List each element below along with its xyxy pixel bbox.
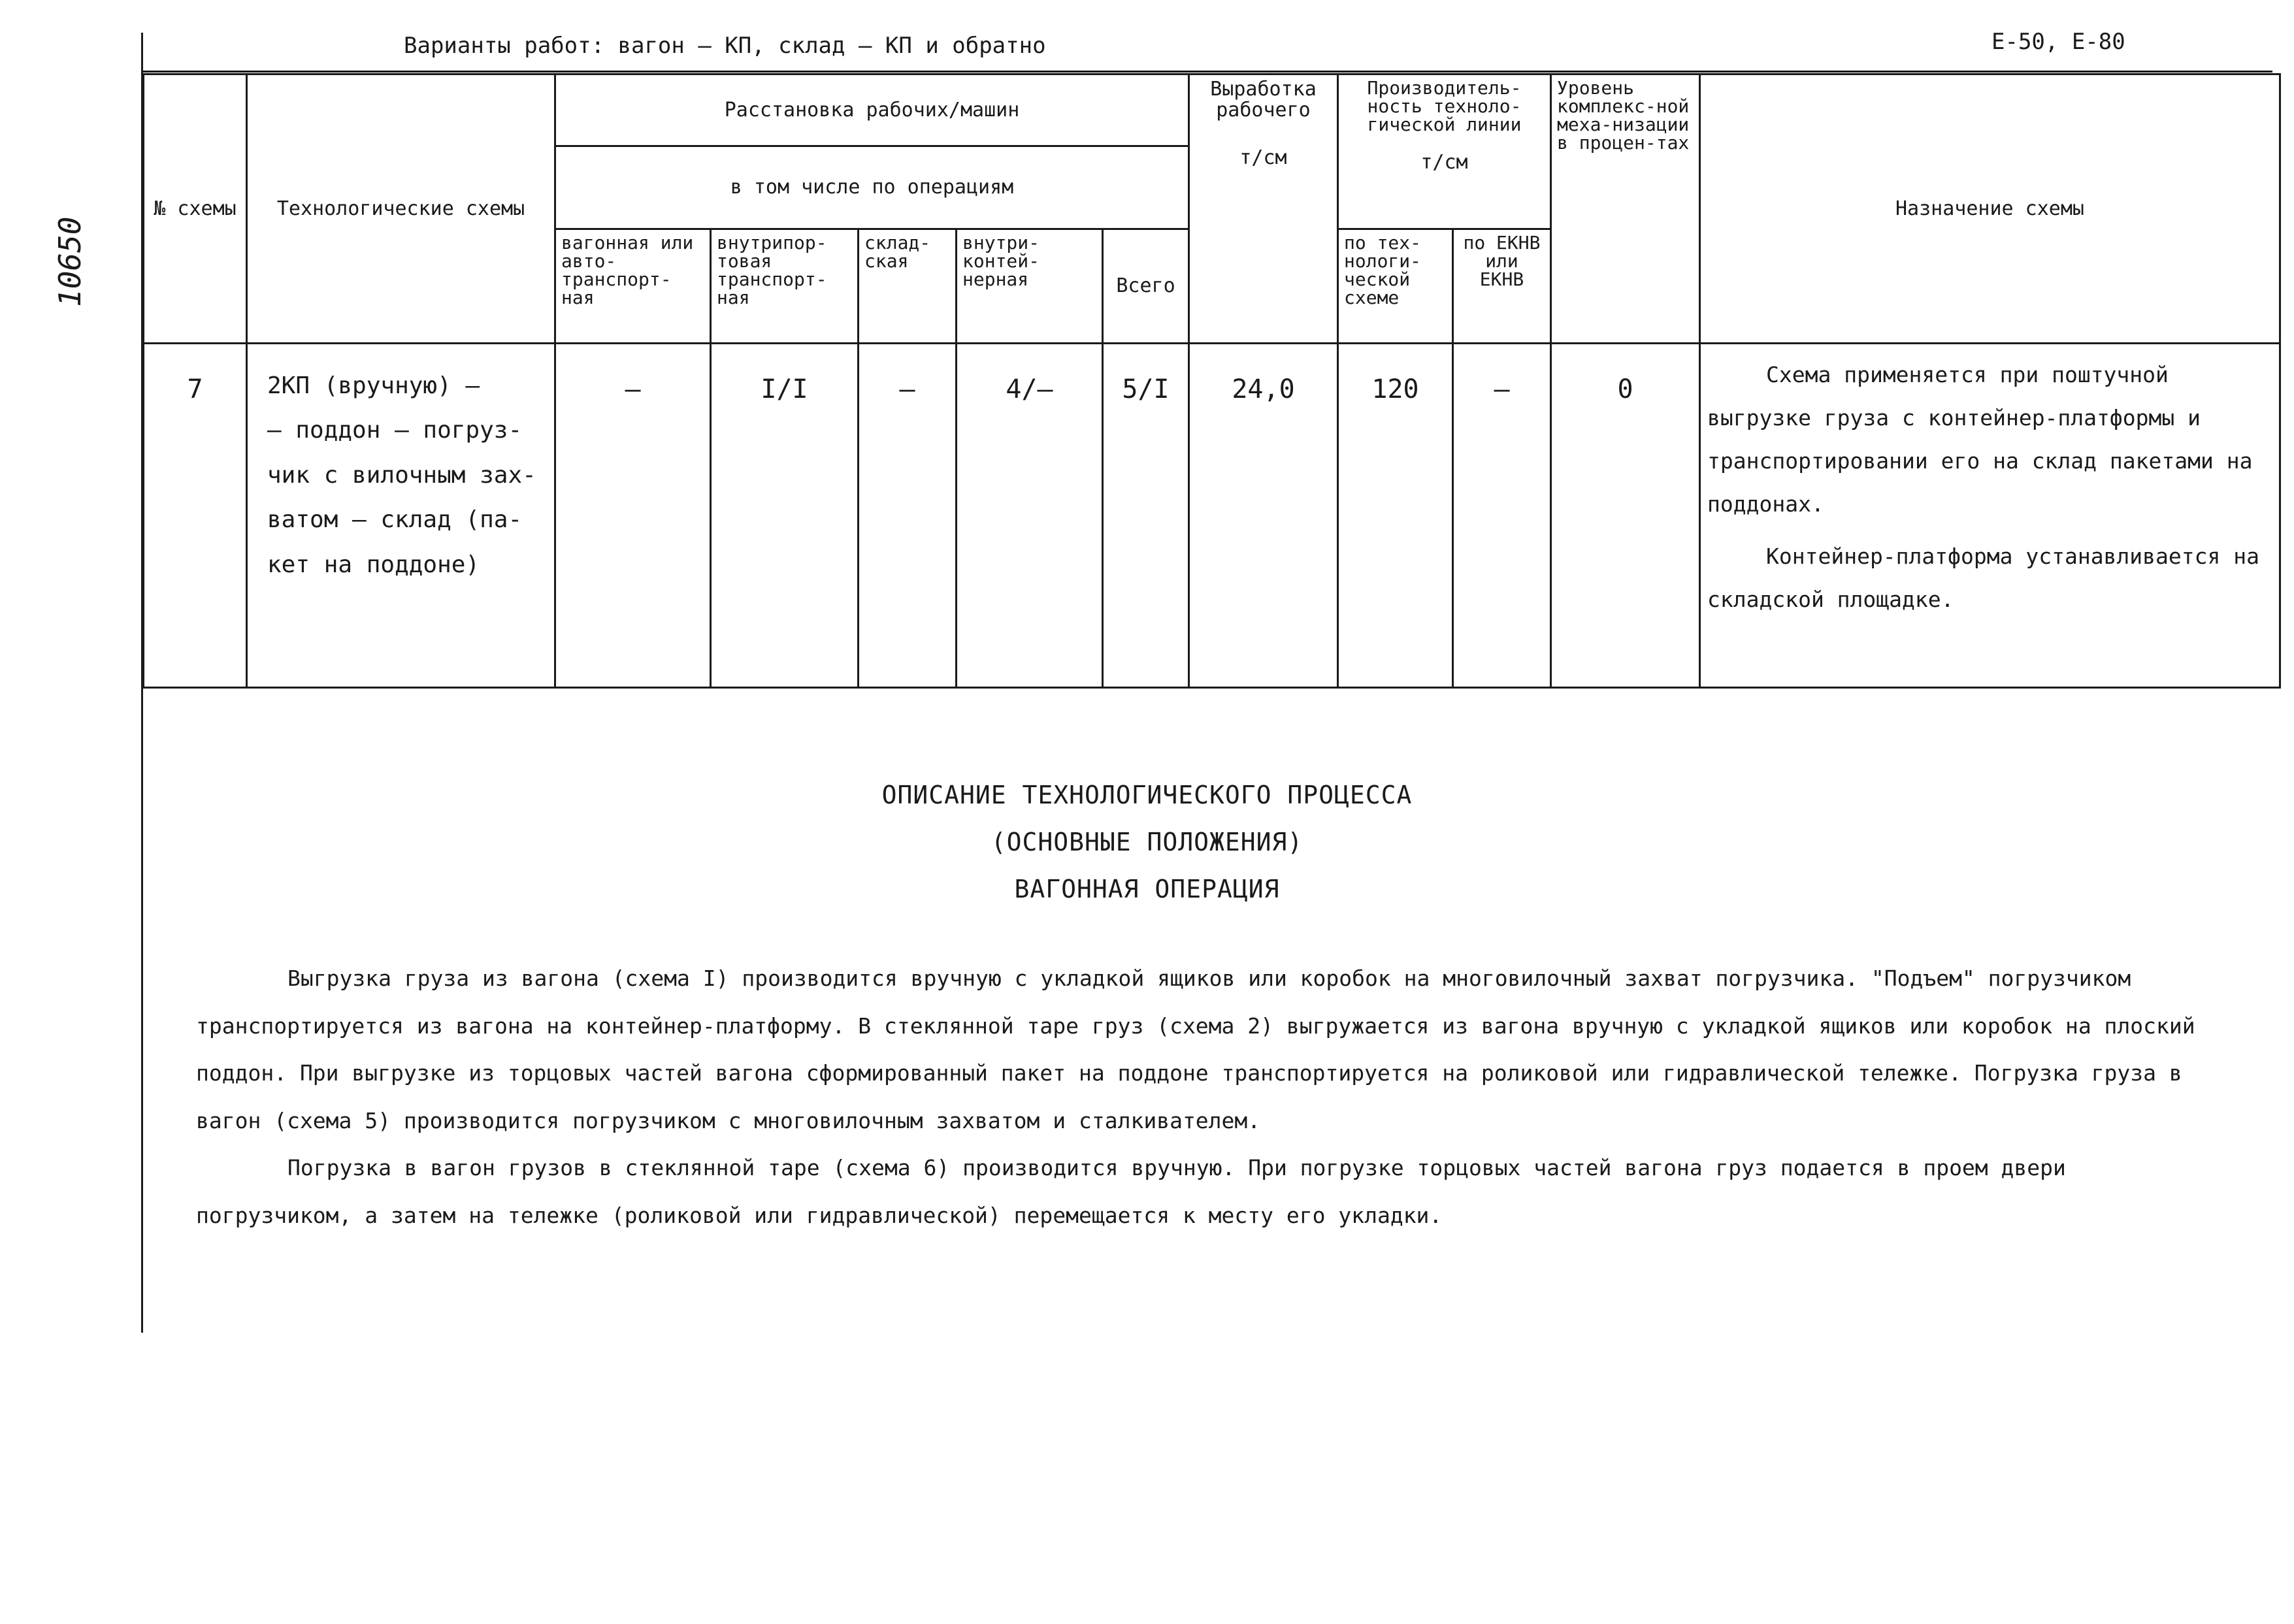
col-purpose: Назначение схемы — [1700, 74, 2280, 344]
section-title: ОПИСАНИЕ ТЕХНОЛОГИЧЕСКОГО ПРОЦЕССА — [881, 781, 1413, 809]
scheme-codes: Е-50, Е-80 — [1991, 29, 2125, 55]
cell-purpose — [1700, 344, 2280, 688]
section-titles — [0, 781, 2294, 922]
tech-line: чик с вилочным зах- — [267, 461, 536, 489]
tech-line: кет на поддоне) — [267, 551, 480, 578]
operation-title: ВАГОННАЯ ОПЕРАЦИЯ — [1014, 875, 1280, 903]
cell-tech-scheme — [247, 344, 555, 688]
prod-by-scheme: по тех-нологи-ческой схеме — [1338, 229, 1453, 344]
description-paragraph: Выгрузка груза из вагона (схема I) производится вручную с укладкой ящиков или коробок на многовилочный захват погрузчика. "Подъем" погрузчиком транспортируется из вагона на контейнер-платформу. В стеклянной таре груз (схема 2) выгружается из вагона вручную с укладкой ящиков или коробок на плоский поддон. При выгрузке из торцовых частей вагона сформированный пакет на поддоне транспортируется на роликовой или гидравлической тележке. Погрузка груза в вагон (схема 5) производится погрузчиком с многовилочным захватом и сталкивателем. — [196, 966, 2195, 1133]
purpose-paragraph: Контейнер-платформа устанавливается на складской площадке. — [1707, 544, 2259, 612]
table-header-row-1 — [144, 74, 2280, 146]
header-rule — [142, 71, 2272, 73]
op-intracontainer: внутри-контей-нерная — [957, 229, 1103, 344]
col-mech-level: Уровень комплекс-ной меха-низации в процен-тах — [1551, 74, 1700, 344]
col-output-label: Выработка рабочего — [1210, 78, 1317, 122]
table-row — [144, 344, 2280, 688]
cell-op-warehouse: – — [859, 344, 957, 688]
section-subtitle: (ОСНОВНЫЕ ПОЛОЖЕНИЯ) — [991, 828, 1303, 856]
margin-number: 10650 — [52, 216, 88, 307]
op-intraport: внутрипор-товая транспорт-ная — [711, 229, 859, 344]
tech-line: 2КП (вручную) – — [267, 372, 480, 399]
op-total: Всего — [1103, 229, 1189, 344]
tech-line: ватом – склад (па- — [267, 506, 523, 534]
cell-op-total: 5/I — [1103, 344, 1189, 688]
cell-prod-eknv: – — [1453, 344, 1551, 688]
cell-mech-level: 0 — [1551, 344, 1700, 688]
col-output — [1189, 74, 1338, 344]
purpose-paragraph: Схема применяется при поштучной выгрузке груза с контейнер-платформы и транспортировании его на склад пакетами на поддонах. — [1707, 362, 2253, 517]
cell-op-intraport: I/I — [711, 344, 859, 688]
cell-scheme-no: 7 — [144, 344, 247, 688]
col-tech-schemes: Технологические схемы — [247, 74, 555, 344]
col-by-operations: в том числе по операциям — [555, 146, 1189, 229]
prod-by-eknv: по ЕКНВ или ЕКНВ — [1453, 229, 1551, 344]
col-productivity — [1338, 74, 1551, 229]
cell-prod-scheme: 120 — [1338, 344, 1453, 688]
col-output-unit: т/см — [1239, 146, 1287, 169]
description-paragraph: Погрузка в вагон грузов в стеклянной таре (схема 6) производится вручную. При погрузке торцовых частей вагона груз подается в проем двери погрузчиком, а затем на тележке (роликовой или гидравлической) перемещается к месту его укладки. — [196, 1155, 2066, 1228]
schemes-table — [142, 73, 2281, 689]
op-warehouse: склад-ская — [859, 229, 957, 344]
cell-op-intracontainer: 4/– — [957, 344, 1103, 688]
col-placement: Расстановка рабочих/машин — [555, 74, 1189, 146]
op-wagon: вагонная или авто-транспорт-ная — [555, 229, 711, 344]
process-description — [196, 955, 2221, 1240]
work-variants-header: Варианты работ: вагон – КП, склад – КП и обратно — [404, 33, 1046, 59]
tech-line: – поддон – погруз- — [267, 417, 523, 444]
col-productivity-label: Производитель-ность техноло-гической линии — [1367, 77, 1522, 135]
cell-output: 24,0 — [1189, 344, 1338, 688]
cell-op-wagon: – — [555, 344, 711, 688]
col-scheme-no: № схемы — [144, 74, 247, 344]
col-productivity-unit: т/см — [1420, 151, 1468, 174]
